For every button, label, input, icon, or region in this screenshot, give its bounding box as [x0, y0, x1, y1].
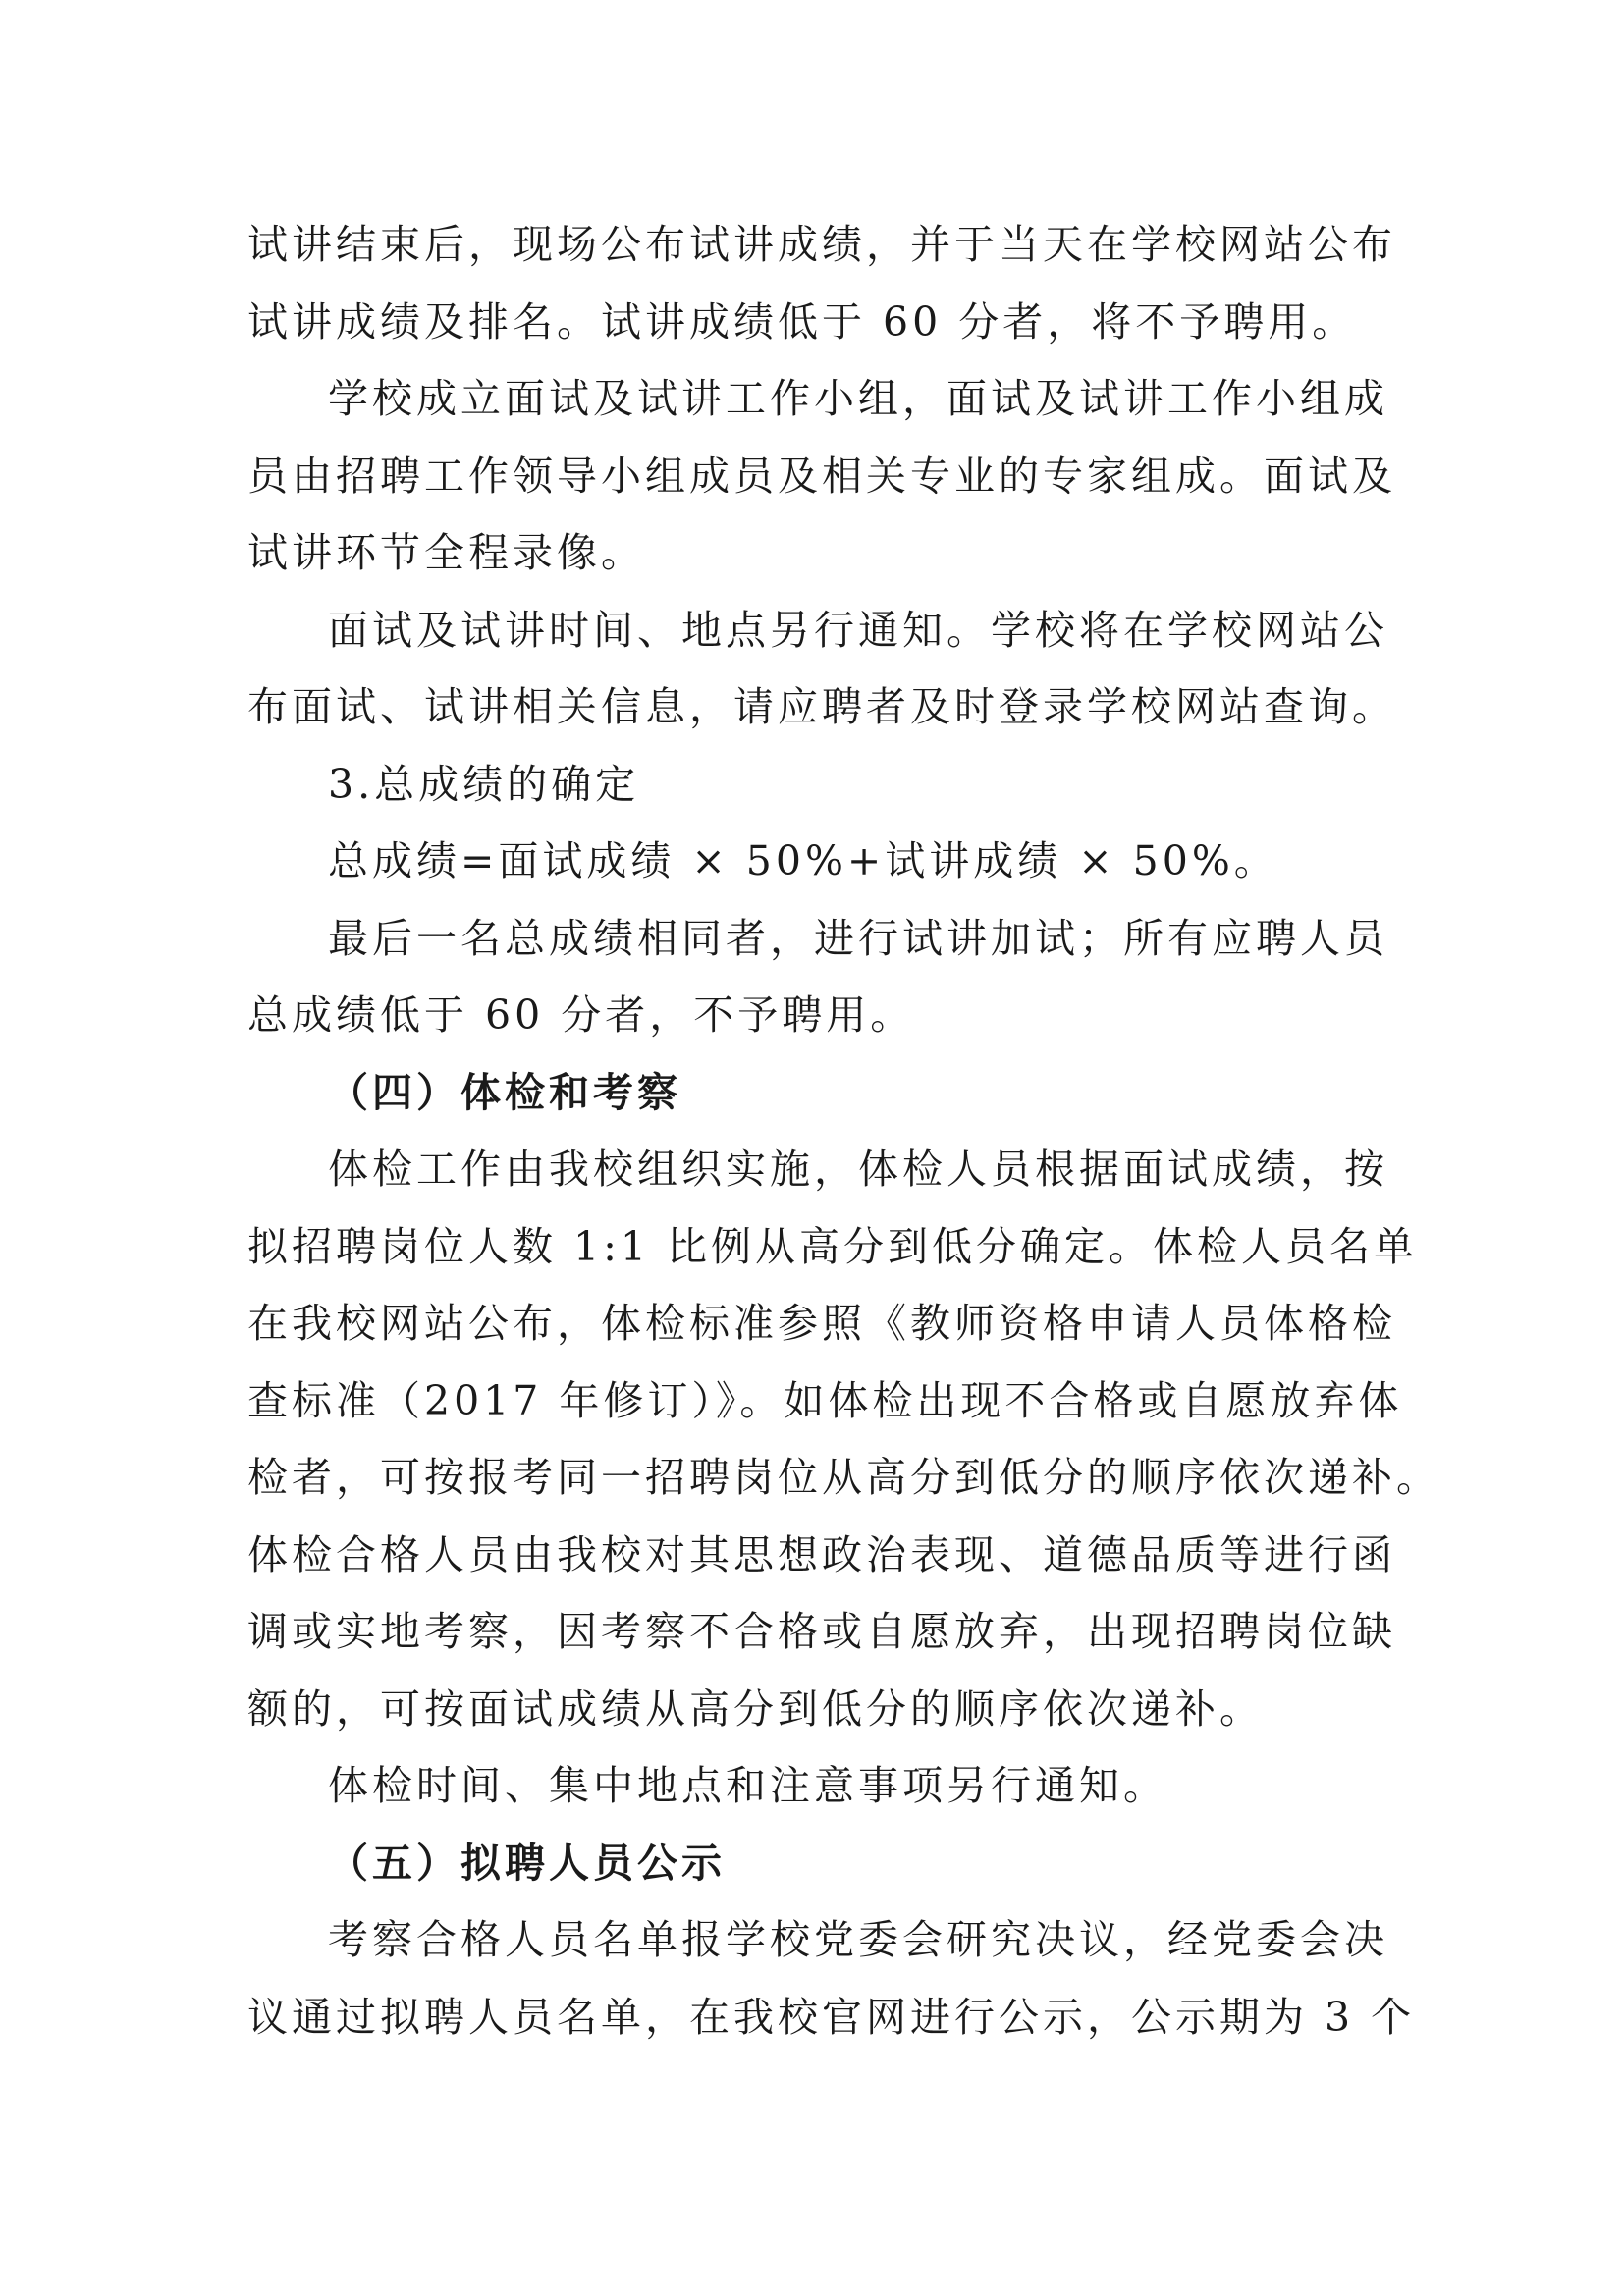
paragraph-line: 试讲成绩及排名。试讲成绩低于 60 分者，将不予聘用。 [247, 297, 1357, 346]
paragraph-line: 学校成立面试及试讲工作小组，面试及试讲工作小组成 [328, 375, 1388, 422]
paragraph-line: 试讲结束后，现场公布试讲成绩，并于当天在学校网站公布 [247, 221, 1396, 268]
paragraph-line: 3.总成绩的确定 [328, 760, 640, 808]
paragraph-line: 考察合格人员名单报学校党委会研究决议，经党委会决 [328, 1916, 1388, 1963]
paragraph-line: 面试及试讲时间、地点另行通知。学校将在学校网站公 [328, 606, 1388, 654]
paragraph-line: 在我校网站公布，体检标准参照《教师资格申请人员体格检 [247, 1300, 1396, 1347]
paragraph-line: 体检时间、集中地点和注意事项另行通知。 [328, 1762, 1167, 1809]
paragraph-line: 额的，可按面试成绩从高分到低分的顺序依次递补。 [247, 1684, 1264, 1733]
paragraph-line: 体检合格人员由我校对其思想政治表现、道德品质等进行函 [247, 1530, 1396, 1578]
paragraph-line: 议通过拟聘人员名单，在我校官网进行公示，公示期为 3 个 [247, 1993, 1416, 2041]
paragraph-line: 体检工作由我校组织实施，体检人员根据面试成绩，按 [328, 1146, 1388, 1193]
paragraph-line: 试讲环节全程录像。 [247, 529, 645, 576]
paragraph-line: 最后一名总成绩相同者，进行试讲加试；所有应聘人员 [328, 914, 1388, 962]
section-heading: （四）体检和考察 [328, 1068, 681, 1116]
document-body [247, 206, 1440, 2056]
paragraph-line: 检者，可按报考同一招聘岗位从高分到低分的顺序依次递补。 [247, 1454, 1440, 1501]
paragraph-line: 拟招聘岗位人数 1:1 比例从高分到低分确定。体检人员名单 [247, 1222, 1419, 1270]
paragraph-line: 总成绩=面试成绩 × 50%+试讲成绩 × 50%。 [328, 837, 1278, 884]
paragraph-line: 调或实地考察，因考察不合格或自愿放弃，出现招聘岗位缺 [247, 1608, 1396, 1655]
paragraph-line: 员由招聘工作领导小组成员及相关专业的专家组成。面试及 [247, 452, 1396, 500]
paragraph-line: 总成绩低于 60 分者，不予聘用。 [247, 991, 915, 1039]
paragraph-line: 查标准（2017 年修订）》。如体检出现不合格或自愿放弃体 [247, 1376, 1403, 1424]
paragraph-line: 布面试、试讲相关信息，请应聘者及时登录学校网站查询。 [247, 683, 1396, 730]
section-heading: （五）拟聘人员公示 [328, 1839, 726, 1887]
